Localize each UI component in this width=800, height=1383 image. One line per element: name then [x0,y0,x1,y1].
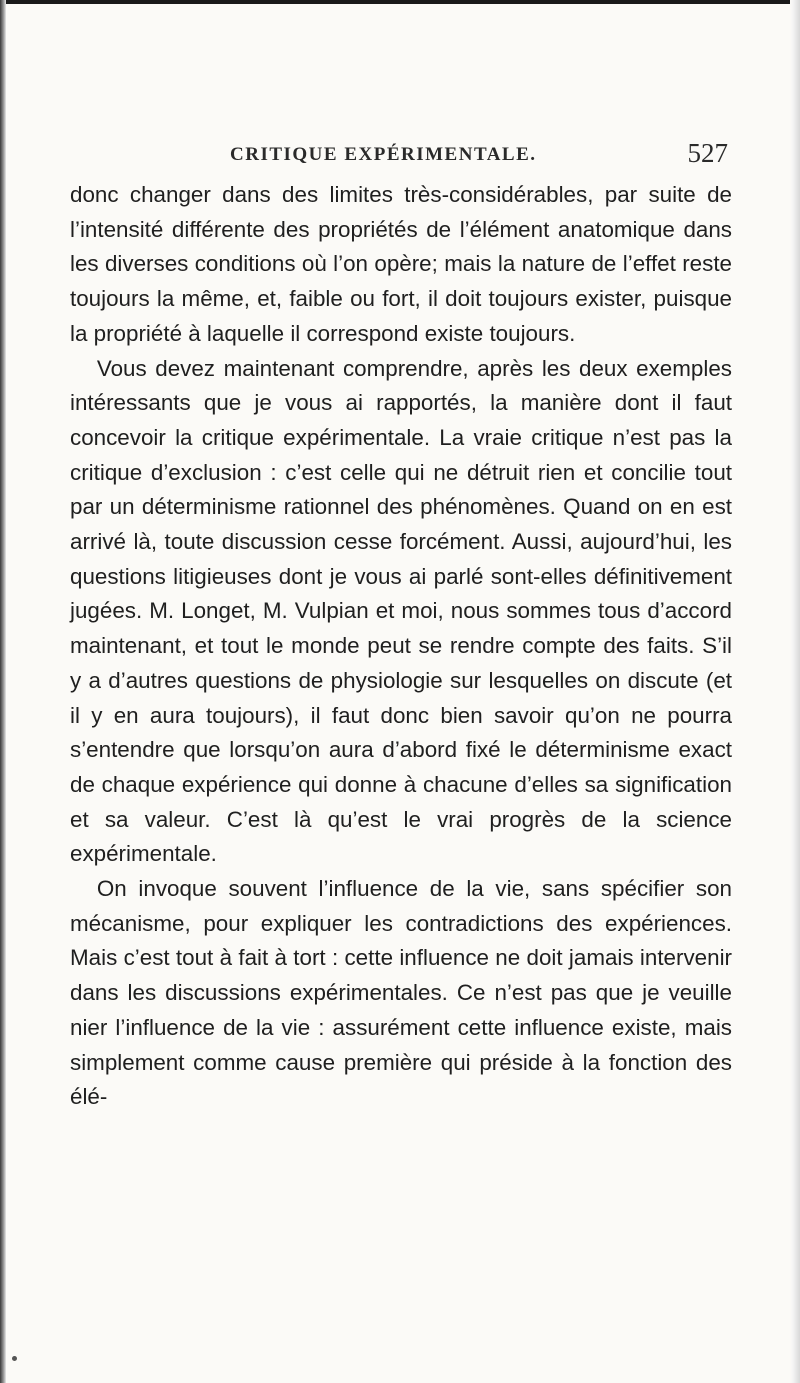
running-head [60,138,740,174]
paragraph-critique: Vous devez maintenant comprendre, après les deux exemples intéressants que je vous ai rapportés, la manière dont il faut concevoir la critique expérimentale. La vraie critique n’est pas la critique d’exclusion : c’est celle qui ne détruit rien et concilie tout par un déterminisme rationnel des phénomènes. Quand on en est arrivé là, toute discussion cesse forcément. Aussi, aujourd’hui, les questions litigieuses dont je vous ai parlé sont-elles définitivement jugées. M. Longet, M. Vulpian et moi, nous sommes tous d’accord maintenant, et tout le monde peut se rendre compte des faits. S’il y a d’autres questions de physiologie sur lesquelles on discute (et il y en aura toujours), il faut donc bien savoir qu’on ne pourra s’entendre que lorsqu’on aura d’abord fixé le déterminisme exact de chaque expérience qui donne à chacune d’elles sa signification et sa valeur. C’est là qu’est le vrai progrès de la science expérimentale. [70,355,732,867]
paragraph-influence-vie: On invoque souvent l’influence de la vie, sans spécifier son mécanisme, pour expliquer les contradictions des expériences. Mais c’est tout à fait à tort : cette influence ne doit jamais intervenir dans les discussions expérimentales. Ce n’est pas que je veuille nier l’influence de la vie : assurément cette influence existe, mais simplement comme cause première qui préside à la fonction des élé- [70,876,732,1110]
paragraph-continuation: donc changer dans des limites très-considérables, par suite de l’intensité différente des propriétés de l’élément anatomique dans les diverses conditions où l’on opère; mais la nature de l’effet reste toujours la même, et, faible ou fort, il doit toujours exister, puisque la propriété à laquelle il correspond existe toujours. [70,182,732,346]
right-page-edge [790,0,800,1383]
running-head-title: CRITIQUE EXPÉRIMENTALE. [230,144,537,165]
margin-speck [12,1356,17,1361]
body-text [70,178,732,1115]
page-number: 527 [687,138,728,168]
left-binding-shadow [0,0,6,1383]
top-edge-rule [0,0,800,4]
